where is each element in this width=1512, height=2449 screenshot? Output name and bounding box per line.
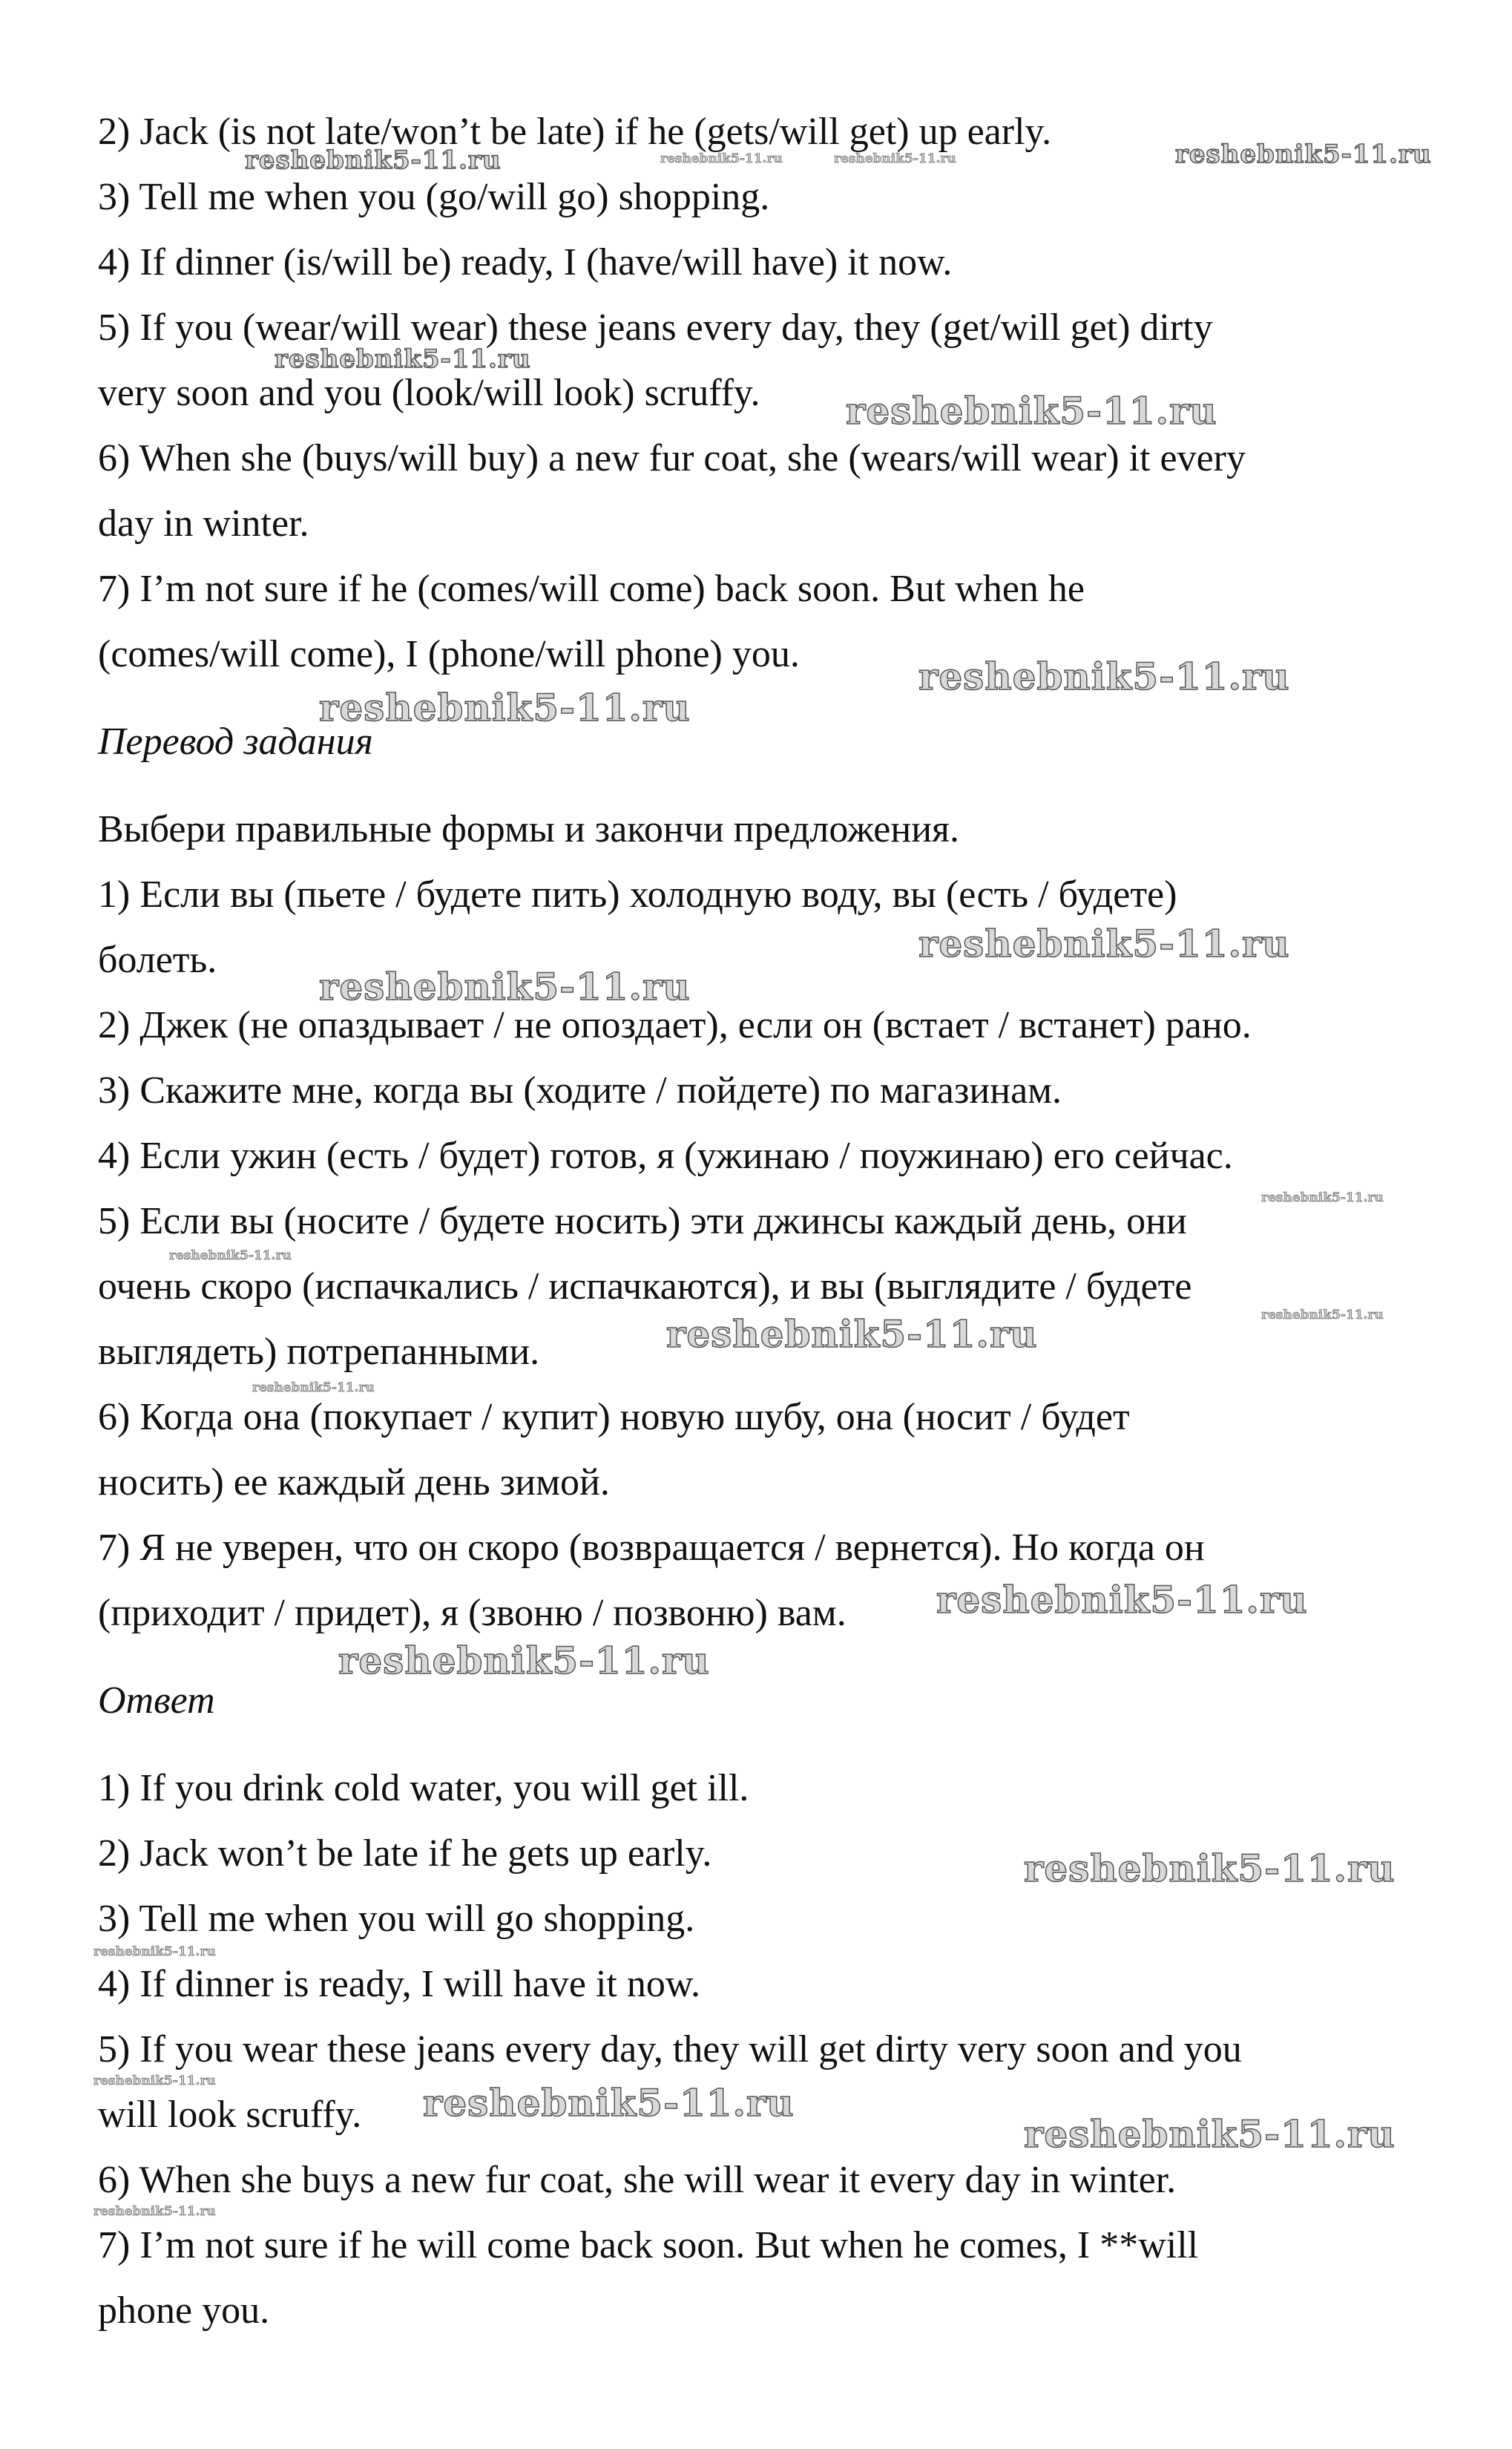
watermark: reshebnik5-11.ru xyxy=(93,1944,216,1959)
watermark: reshebnik5-11.ru xyxy=(423,2081,795,2125)
exercise-line-4: 4) If dinner (is/will be) ready, I (have/will have) it now. xyxy=(98,241,953,283)
translation-line: очень скоро (испачкались / испачкаются), и вы (выглядите / будете xyxy=(98,1265,1192,1308)
answer-line: 4) If dinner is ready, I will have it now. xyxy=(98,1963,701,2005)
translation-line: 3) Скажите мне, когда вы (ходите / пойдете) по магазинам. xyxy=(98,1069,1062,1112)
answer-line: phone you. xyxy=(98,2289,270,2332)
answer-heading: Ответ xyxy=(98,1679,215,1722)
exercise-line-6b: day in winter. xyxy=(98,502,309,545)
watermark: reshebnik5-11.ru xyxy=(93,2204,216,2219)
watermark: reshebnik5-11.ru xyxy=(319,686,691,730)
answer-line: 7) I’m not sure if he will come back soon. But when he comes, I **will xyxy=(98,2224,1199,2266)
translation-line: 5) Если вы (носите / будете носить) эти джинсы каждый день, они xyxy=(98,1200,1187,1242)
translation-line: Выбери правильные формы и закончи предложения. xyxy=(98,808,959,850)
translation-line: 1) Если вы (пьете / будете пить) холодную воду, вы (есть / будете) xyxy=(98,873,1177,916)
answer-line: will look scruffy. xyxy=(98,2094,362,2136)
watermark: reshebnik5-11.ru xyxy=(1175,140,1432,169)
watermark: reshebnik5-11.ru xyxy=(252,1380,375,1395)
exercise-line-5a: 5) If you (wear/will wear) these jeans every day, they (get/will get) dirty xyxy=(98,306,1213,349)
translation-line: 2) Джек (не опаздывает / не опоздает), если он (встает / встанет) рано. xyxy=(98,1004,1252,1046)
watermark: reshebnik5-11.ru xyxy=(319,965,691,1009)
exercise-line-2: 2) Jack (is not late/won’t be late) if he (gets/will get) up early. xyxy=(98,111,1052,153)
answer-line: 1) If you drink cold water, you will get ill. xyxy=(98,1767,749,1809)
watermark: reshebnik5-11.ru xyxy=(834,151,956,166)
watermark: reshebnik5-11.ru xyxy=(918,655,1290,698)
exercise-line-3: 3) Tell me when you (go/will go) shopping. xyxy=(98,176,770,218)
watermark: reshebnik5-11.ru xyxy=(93,2073,216,2088)
watermark: reshebnik5-11.ru xyxy=(936,1578,1308,1622)
translation-line: болеть. xyxy=(98,939,217,981)
answer-line: 5) If you wear these jeans every day, they will get dirty very soon and you xyxy=(98,2028,1242,2071)
watermark: reshebnik5-11.ru xyxy=(918,922,1290,965)
exercise-line-6a: 6) When she (buys/will buy) a new fur coat, she (wears/will wear) it every xyxy=(98,437,1246,479)
translation-line: 6) Когда она (покупает / купит) новую шубу, она (носит / будет xyxy=(98,1396,1130,1438)
translation-line: (приходит / придет), я (звоню / позвоню) вам. xyxy=(98,1592,847,1634)
watermark: reshebnik5-11.ru xyxy=(846,389,1217,433)
translation-heading: Перевод задания xyxy=(98,721,373,763)
watermark: reshebnik5-11.ru xyxy=(660,151,783,166)
watermark: reshebnik5-11.ru xyxy=(275,344,531,374)
translation-line: 4) Если ужин (есть / будет) готов, я (ужинаю / поужинаю) его сейчас. xyxy=(98,1135,1233,1177)
watermark: reshebnik5-11.ru xyxy=(1024,2112,1396,2156)
translation-line: выглядеть) потрепанными. xyxy=(98,1331,540,1373)
watermark: reshebnik5-11.ru xyxy=(1261,1190,1384,1205)
answer-line: 3) Tell me when you will go shopping. xyxy=(98,1898,695,1940)
exercise-line-5b: very soon and you (look/will look) scruffy. xyxy=(98,372,760,414)
translation-line: носить) ее каждый день зимой. xyxy=(98,1461,610,1504)
watermark: reshebnik5-11.ru xyxy=(245,145,502,175)
exercise-line-7a: 7) I’m not sure if he (comes/will come) back soon. But when he xyxy=(98,568,1085,610)
answer-line: 2) Jack won’t be late if he gets up early. xyxy=(98,1832,712,1875)
watermark: reshebnik5-11.ru xyxy=(169,1248,292,1263)
translation-line: 7) Я не уверен, что он скоро (возвращается / вернется). Но когда он xyxy=(98,1527,1205,1569)
watermark: reshebnik5-11.ru xyxy=(338,1639,710,1682)
watermark: reshebnik5-11.ru xyxy=(1024,1846,1396,1890)
exercise-line-7b: (comes/will come), I (phone/will phone) you. xyxy=(98,633,800,675)
watermark: reshebnik5-11.ru xyxy=(1261,1308,1384,1322)
watermark: reshebnik5-11.ru xyxy=(666,1312,1038,1356)
answer-line: 6) When she buys a new fur coat, she will wear it every day in winter. xyxy=(98,2159,1177,2201)
